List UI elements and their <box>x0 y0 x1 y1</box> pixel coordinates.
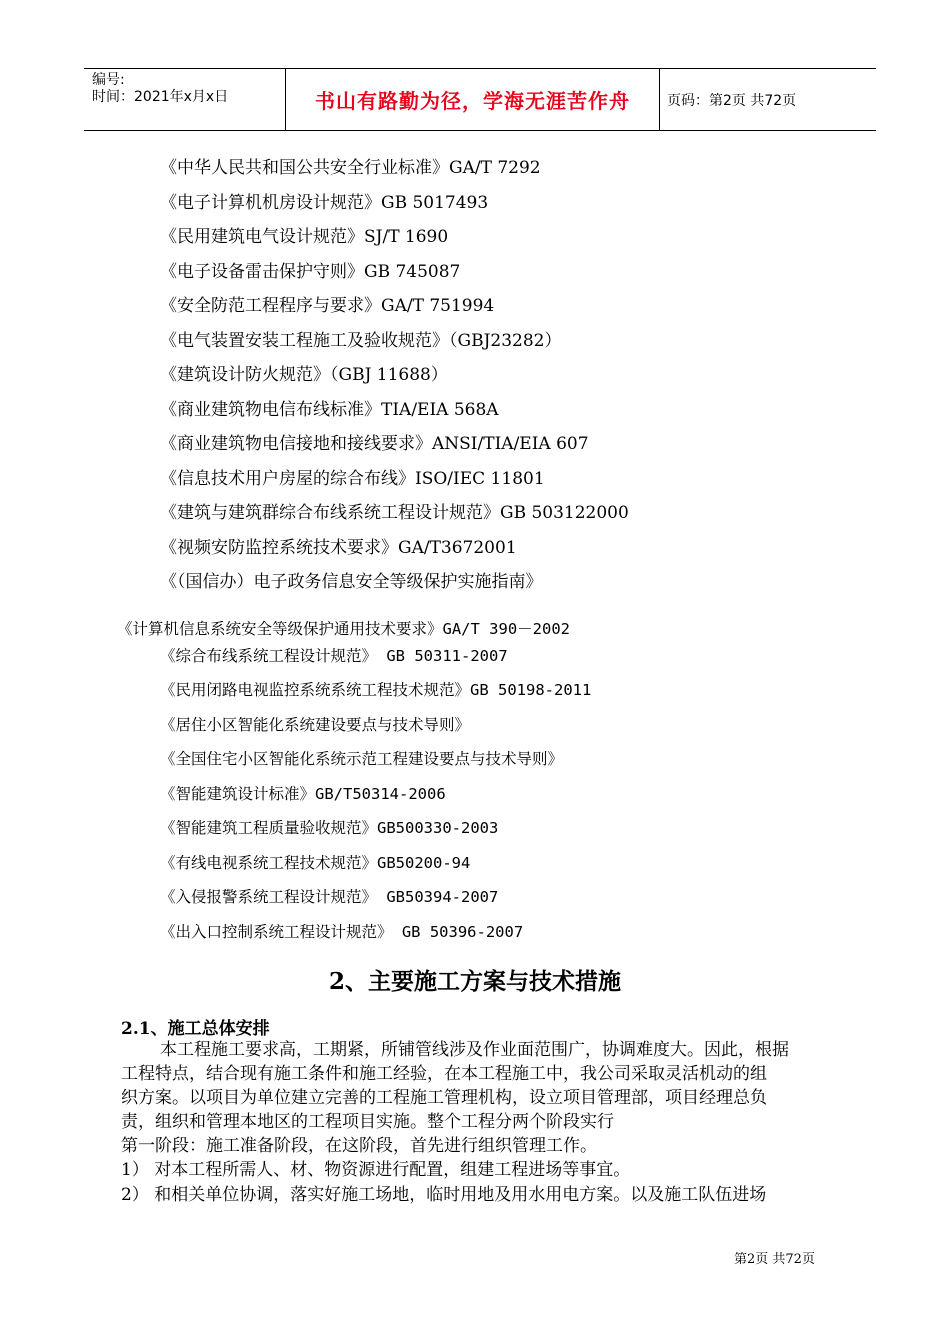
paragraph-line: 本工程施工要求高，工期紧，所铺管线涉及作业面范围广，协调难度大。因此，根据 <box>160 1040 789 1060</box>
list-item: 1） 对本工程所需人、材、物资源进行配置，组建工程进场等事宜。 <box>121 1160 631 1180</box>
page-footer: 第2页 共72页 <box>734 1252 815 1267</box>
reference-item: 《智能建筑设计标准》GB/T50314-2006 <box>160 785 446 803</box>
paragraph-line: 第一阶段：施工准备阶段，在这阶段，首先进行组织管理工作。 <box>121 1136 597 1156</box>
serial-number-label: 编号: <box>92 72 125 88</box>
time-label: 时间：2021年x月x日 <box>92 89 229 105</box>
reference-item: 《居住小区智能化系统建设要点与技术导则》 <box>160 716 471 734</box>
reference-item: 《入侵报警系统工程设计规范》 GB50394-2007 <box>160 888 499 906</box>
reference-item: 《中华人民共和国公共安全行业标准》GA/T 7292 <box>160 158 541 178</box>
paragraph-line: 责，组织和管理本地区的工程项目实施。整个工程分两个阶段实行 <box>121 1112 614 1132</box>
reference-item: 《信息技术用户房屋的综合布线》ISO/IEC 11801 <box>160 469 545 489</box>
reference-item: 《商业建筑物电信接地和接线要求》ANSI/TIA/EIA 607 <box>160 434 589 454</box>
header-page-cell <box>659 69 876 130</box>
paragraph-line: 织方案。以项目为单位建立完善的工程施工管理机构，设立项目管理部，项目经理总负 <box>121 1088 767 1108</box>
reference-item: 《有线电视系统工程技术规范》GB50200-94 <box>160 854 471 872</box>
reference-item: 《出入口控制系统工程设计规范》 GB 50396-2007 <box>160 923 524 941</box>
reference-item: 《计算机信息系统安全等级保护通用技术要求》GA/T 390－2002 <box>117 620 570 638</box>
reference-item: 《全国住宅小区智能化系统示范工程建设要点与技术导则》 <box>160 750 564 768</box>
reference-item: 《安全防范工程程序与要求》GA/T 751994 <box>160 296 495 316</box>
reference-item: 《电气装置安装工程施工及验收规范》（GBJ23282） <box>160 331 562 351</box>
page-header <box>84 68 876 131</box>
reference-item: 《电子设备雷击保护守则》GB 745087 <box>160 262 461 282</box>
reference-item: 《建筑与建筑群综合布线系统工程设计规范》GB 503122000 <box>160 503 629 523</box>
reference-item: 《民用闭路电视监控系统系统工程技术规范》GB 50198-2011 <box>160 681 592 699</box>
header-page-info: 页码：第2页 共72页 <box>667 92 797 109</box>
section-title: 2、主要施工方案与技术措施 <box>328 968 621 995</box>
reference-item: 《视频安防监控系统技术要求》GA/T3672001 <box>160 538 517 558</box>
header-meta-cell <box>84 69 285 130</box>
reference-item: 《民用建筑电气设计规范》SJ/T 1690 <box>160 227 449 247</box>
reference-item: 《（国信办）电子政务信息安全等级保护实施指南》 <box>160 572 543 592</box>
reference-item: 《电子计算机机房设计规范》GB 5017493 <box>160 193 489 213</box>
reference-item: 《建筑设计防火规范》（GBJ 11688） <box>160 365 448 385</box>
reference-item: 《商业建筑物电信布线标准》TIA/EIA 568A <box>160 400 499 420</box>
reference-item: 《智能建筑工程质量验收规范》GB500330-2003 <box>160 819 499 837</box>
paragraph-line: 工程特点，结合现有施工条件和施工经验，在本工程施工中，我公司采取灵活机动的组 <box>121 1064 767 1084</box>
list-item: 2） 和相关单位协调，落实好施工场地，临时用地及用水用电方案。以及施工队伍进场 <box>121 1185 767 1205</box>
subsection-title: 2.1、施工总体安排 <box>121 1019 270 1039</box>
header-motto-cell <box>285 69 660 130</box>
reference-item: 《综合布线系统工程设计规范》 GB 50311-2007 <box>160 647 508 665</box>
header-motto: 书山有路勤为径，学海无涯苦作舟 <box>315 89 630 113</box>
